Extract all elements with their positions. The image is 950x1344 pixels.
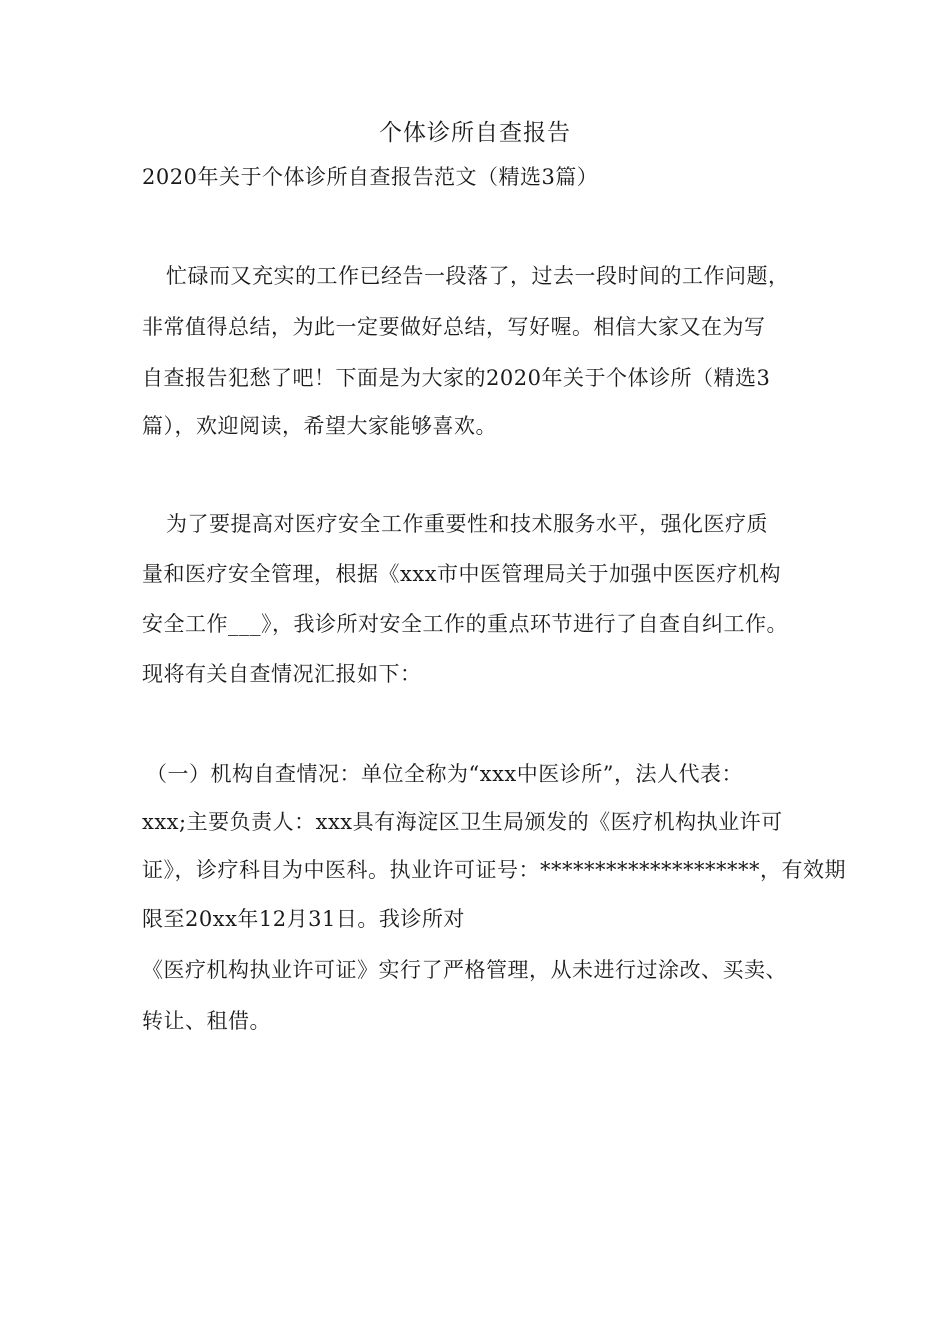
text-line: 转让、租借。 xyxy=(142,1009,271,1033)
text-line: 忙碌而又充实的工作已经告一段落了，过去一段时间的工作问题， xyxy=(166,264,790,288)
text-line: xxx;主要负责人：xxx具有海淀区卫生局颁发的《医疗机构执业许可 xyxy=(142,810,783,834)
text-line: （一）机构自查情况：单位全称为“xxx中医诊所”，法人代表： xyxy=(146,762,743,786)
text-line: 安全工作___》，我诊所对安全工作的重点环节进行了自查自纠工作。 xyxy=(142,612,788,636)
text-line: 非常值得总结，为此一定要做好总结，写好喔。相信大家又在为写 xyxy=(142,315,766,339)
document-title: 个体诊所自查报告 xyxy=(379,120,571,146)
document-subtitle: 2020年关于个体诊所自查报告范文（精选3篇） xyxy=(142,165,599,189)
text-line: 《医疗机构执业许可证》实行了严格管理，从未进行过涂改、买卖、 xyxy=(142,958,787,982)
text-line: 现将有关自查情况汇报如下： xyxy=(142,662,422,686)
text-line: 为了要提高对医疗安全工作重要性和技术服务水平，强化医疗质 xyxy=(166,512,768,536)
text-line: 自查报告犯愁了吧！下面是为大家的2020年关于个体诊所（精选3 xyxy=(142,366,771,390)
text-line: 篇），欢迎阅读，希望大家能够喜欢。 xyxy=(142,414,497,438)
text-line: 限至20xx年12月31日。我诊所对 xyxy=(142,907,465,931)
text-line: 证》，诊疗科目为中医科。执业许可证号：********************，有效期 xyxy=(142,858,846,882)
text-line: 量和医疗安全管理，根据《xxx市中医管理局关于加强中医医疗机构 xyxy=(142,562,782,586)
